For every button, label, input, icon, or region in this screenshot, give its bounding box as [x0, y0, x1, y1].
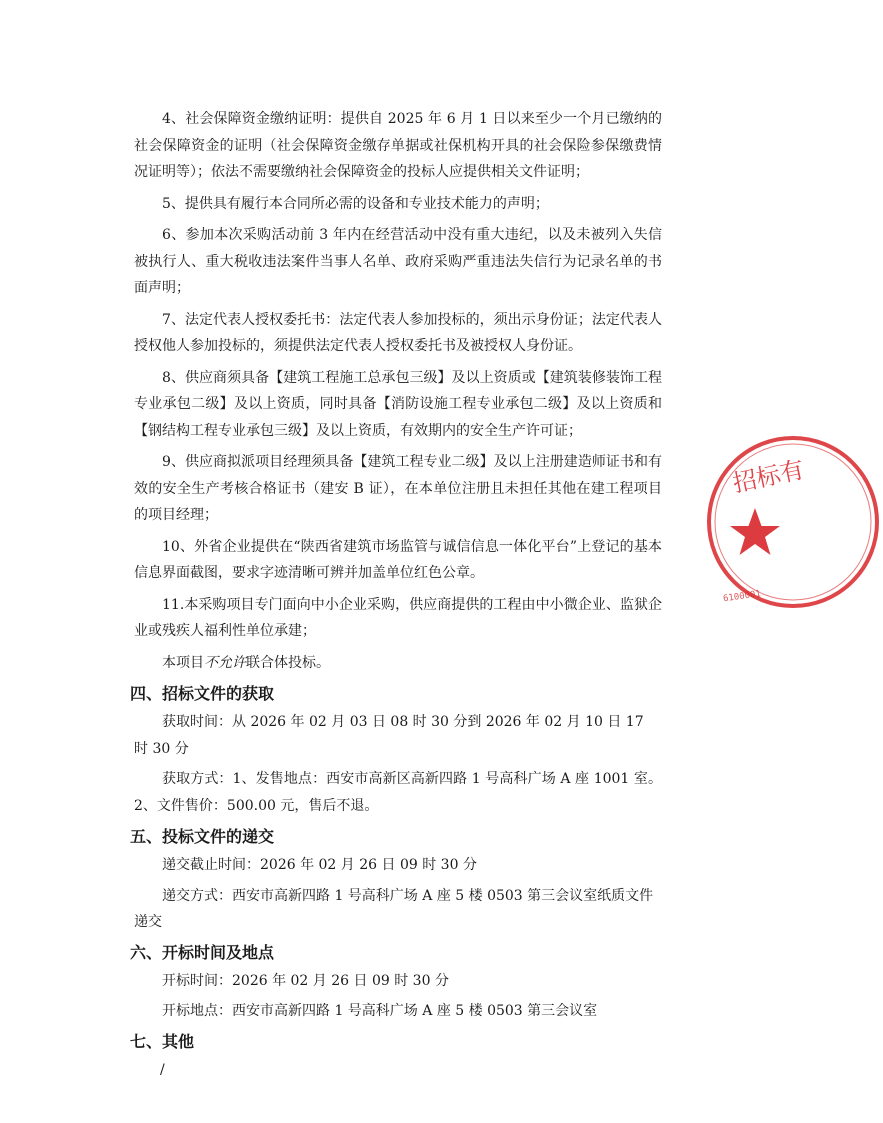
consortium-note — [134, 650, 662, 677]
consortium-prefix: 本项目 — [162, 654, 204, 671]
svg-text:招标有: 招标有 — [730, 455, 807, 498]
requirement-11: 11.本采购项目专门面向中小企业采购，供应商提供的工程由中小微企业、监狱企业或残疾人福利性单位承建； — [134, 596, 662, 639]
svg-text:6100001: 6100001 — [722, 589, 762, 605]
section-heading-6: 六、开标时间及地点 — [130, 942, 275, 962]
consortium-suffix: 联合体投标。 — [246, 654, 330, 671]
acquire-time: 获取时间：从 2026 年 02 月 03 日 08 时 30 分到 2026 年 02 月 10 日 17 时 30 分 — [134, 714, 644, 757]
opening-time: 开标时间：2026 年 02 月 26 日 09 时 30 分 — [162, 972, 449, 989]
company-seal — [703, 432, 883, 612]
consortium-italic: 不允许 — [204, 654, 246, 671]
requirement-4: 4、社会保障资金缴纳证明：提供自 2025 年 6 月 1 日以来至少一个月已缴纳的社会保障资金的证明（社会保障资金缴存单据或社保机构开具的社会保险参保缴费情况证明等）；依法不需要缴纳社会保障资金的投标人应提供相关文件证明； — [134, 111, 662, 180]
requirement-8: 8、供应商须具备【建筑工程施工总承包三级】及以上资质或【建筑装修装饰工程专业承包二级】及以上资质，同时具备【消防设施工程专业承包二级】及以上资质和【钢结构工程专业承包三级】及以上资质，有效期内的安全生产许可证； — [134, 369, 662, 439]
requirement-5: 5、提供具有履行本合同所必需的设备和专业技术能力的声明； — [162, 195, 549, 212]
submit-deadline: 递交截止时间：2026 年 02 月 26 日 09 时 30 分 — [162, 857, 477, 873]
requirement-9: 9、供应商拟派项目经理须具备【建筑工程专业二级】及以上注册建造师证书和有效的安全生产考核合格证书（建安 B 证），在本单位注册且未担任其他在建工程项目的项目经理； — [134, 454, 662, 523]
requirement-10: 10、外省企业提供在“陕西省建筑市场监管与诚信信息一体化平台”上登记的基本信息界面截图，要求字迹清晰可辨并加盖单位红色公章。 — [134, 538, 662, 581]
opening-place: 开标地点：西安市高新四路 1 号高科广场 A 座 5 楼 0503 第三会议室 — [162, 1003, 598, 1019]
acquire-method: 获取方式：1、发售地点：西安市高新区高新四路 1 号高科广场 A 座 1001 室。2、文件售价：500.00 元，售后不退。 — [134, 771, 662, 814]
requirement-7: 7、法定代表人授权委托书：法定代表人参加投标的，须出示身份证；法定代表人授权他人参加投标的，须提供法定代表人授权委托书及被授权人身份证。 — [134, 311, 662, 354]
other-content: / — [160, 1061, 165, 1078]
section-heading-4: 四、招标文件的获取 — [130, 684, 275, 703]
requirement-6: 6、参加本次采购活动前 3 年内在经营活动中没有重大违纪，以及未被列入失信被执行人、重大税收违法案件当事人名单、政府采购严重违法失信行为记录名单的书面声明； — [134, 227, 662, 296]
document-body — [130, 106, 662, 1087]
section-heading-7: 七、其他 — [130, 1031, 195, 1051]
submit-method: 递交方式：西安市高新四路 1 号高科广场 A 座 5 楼 0503 第三会议室纸质文件递交 — [134, 887, 654, 930]
section-heading-5: 五、投标文件的递交 — [130, 827, 275, 846]
